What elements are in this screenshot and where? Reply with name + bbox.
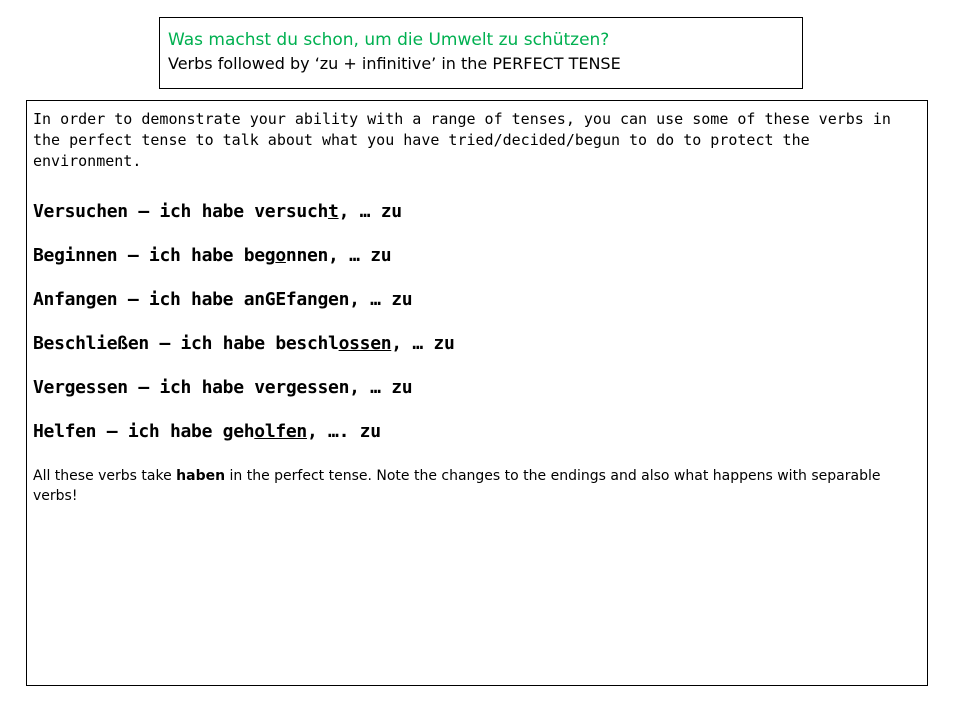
title-box	[159, 17, 803, 89]
intro-paragraph: In order to demonstrate your ability with a range of tenses, you can use some of these verbs in the perfect tense to talk about what you have tried/decided/begun to do to protect the environment.	[33, 110, 891, 170]
note-text: All these verbs take	[33, 468, 177, 484]
verb-row-helfen	[33, 410, 927, 454]
verb-text: Anfangen — ich habe anGEfangen, … zu	[33, 289, 413, 310]
verb-text-tail: , … zu	[391, 333, 455, 354]
verb-text-tail: , … zu	[338, 201, 402, 222]
verb-text: Vergessen — ich habe vergessen, … zu	[33, 377, 413, 398]
verb-list	[33, 190, 927, 454]
verb-text: Versuchen — ich habe versuch	[33, 201, 329, 222]
verb-ending-highlight: t	[328, 201, 339, 222]
verb-row-vergessen	[33, 366, 927, 410]
note-paragraph	[33, 466, 913, 506]
verb-row-beschliessen	[33, 322, 927, 366]
verb-text: Beschließen — ich habe beschl	[33, 333, 339, 354]
page-title: Was machst du schon, um die Umwelt zu schützen?	[168, 30, 610, 50]
verb-text: Helfen — ich habe geh	[33, 421, 255, 442]
page-subtitle: Verbs followed by ‘zu + infinitive’ in the PERFECT TENSE	[168, 54, 621, 73]
verb-row-anfangen	[33, 278, 927, 322]
content-box	[26, 100, 928, 686]
verb-row-versuchen	[33, 190, 927, 234]
note-bold-verb: haben	[176, 468, 226, 484]
verb-text-tail: nnen, … zu	[285, 245, 392, 266]
note-text-tail: in the perfect tense. Note the changes to the endings and also what happens with separable verbs!	[33, 468, 885, 504]
verb-ending-highlight: olfen	[254, 421, 307, 442]
verb-text-tail: , …. zu	[306, 421, 381, 442]
verb-text: Beginnen — ich habe beg	[33, 245, 276, 266]
verb-row-beginnen	[33, 234, 927, 278]
verb-ending-highlight: o	[275, 245, 286, 266]
verb-ending-highlight: ossen	[338, 333, 392, 354]
